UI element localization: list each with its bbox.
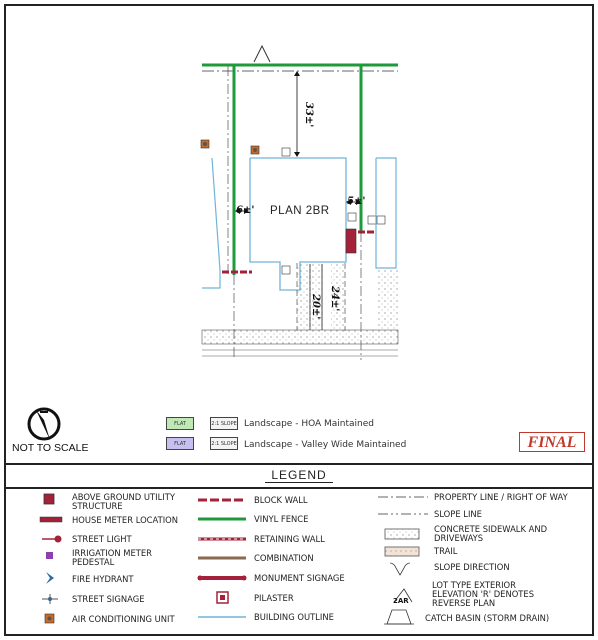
- utility-structure-icon: [44, 494, 54, 504]
- concrete-icon: [385, 529, 419, 539]
- landscape-valley-slope-swatch: 2:1 SLOPE: [210, 437, 238, 450]
- monument-signage-icon: [198, 576, 247, 581]
- trail-icon: [385, 547, 419, 556]
- dimension-right: 5±': [347, 196, 366, 207]
- legend-slope-line: SLOPE LINE: [434, 509, 482, 519]
- driveway-right-neighbor: [378, 268, 398, 330]
- legend-concrete: CONCRETE SIDEWALK AND DRIVEWAYS: [434, 524, 548, 543]
- legend-lot-type: LOT TYPE EXTERIOR ELEVATION 'R' DENOTES REVERSE PLAN: [432, 580, 535, 608]
- legend-vinyl-fence: VINYL FENCE: [254, 514, 309, 524]
- street-light-icon: [42, 536, 62, 543]
- legend-block-wall: BLOCK WALL: [254, 495, 308, 505]
- legend-building-outline: BUILDING OUTLINE: [254, 612, 334, 622]
- pilaster-icon: [217, 592, 228, 603]
- left-neighbor-outline: [202, 158, 220, 288]
- not-to-scale-label: NOT TO SCALE: [12, 442, 89, 454]
- catch-basin-icon: [384, 610, 414, 624]
- landscape-hoa-slope-swatch: 2:1 SLOPE: [210, 417, 238, 430]
- legend-irrigation-meter: IRRIGATION METER PEDESTAL: [72, 548, 152, 567]
- legend-house-meter: HOUSE METER LOCATION: [72, 515, 179, 525]
- landscape-valley-flat-swatch: FLAT: [166, 437, 194, 450]
- plan-label: PLAN 2BR: [270, 205, 330, 217]
- svg-text:2AR: 2AR: [393, 597, 409, 605]
- legend-ac-unit: AIR CONDITIONING UNIT: [72, 614, 175, 624]
- legend-street-light: STREET LIGHT: [72, 534, 132, 544]
- legend-retaining-wall: RETAINING WALL: [254, 534, 325, 544]
- fire-hydrant-icon: [46, 572, 54, 584]
- legend-header-bar: [4, 463, 594, 489]
- legend-combination: COMBINATION: [254, 553, 314, 563]
- landscape-valley-label: Landscape - Valley Wide Maintained: [244, 440, 407, 450]
- dimension-drive-left: 20±': [310, 294, 321, 320]
- legend-catch-basin: CATCH BASIN (STORM DRAIN): [425, 613, 550, 623]
- compass-icon: [29, 409, 59, 440]
- dimension-left: 6±': [236, 205, 255, 216]
- lot-type-icon: [393, 589, 412, 605]
- final-stamp: FINAL: [519, 432, 585, 452]
- legend-street-signage: STREET SIGNAGE: [72, 594, 145, 604]
- dimension-top: 33±': [303, 102, 314, 128]
- street-signage-icon: [42, 594, 58, 604]
- house-meter-icon: [40, 517, 62, 522]
- north-arrow-marker: [254, 46, 270, 62]
- irrigation-meter-icon: [46, 552, 53, 559]
- legend-utility-structure: ABOVE GROUND UTILITY STRUCTURE: [72, 492, 175, 511]
- dimension-drive-right: 24±': [329, 286, 340, 312]
- legend-fire-hydrant: FIRE HYDRANT: [72, 574, 134, 584]
- slope-direction-icon: [390, 563, 410, 575]
- legend-title: LEGEND: [4, 468, 594, 483]
- legend-pilaster: PILASTER: [254, 593, 294, 603]
- legend-slope-direction: SLOPE DIRECTION: [434, 562, 510, 572]
- legend-monument-signage: MONUMENT SIGNAGE: [254, 573, 345, 583]
- pilaster-right: [346, 229, 356, 253]
- legend-property-line: PROPERTY LINE / RIGHT OF WAY: [434, 492, 568, 502]
- legend-trail: TRAIL: [434, 546, 458, 556]
- landscape-hoa-label: Landscape - HOA Maintained: [244, 419, 375, 429]
- sidewalk: [202, 330, 398, 344]
- landscape-hoa-flat-swatch: FLAT: [166, 417, 194, 430]
- right-neighbor-outline: [376, 158, 396, 268]
